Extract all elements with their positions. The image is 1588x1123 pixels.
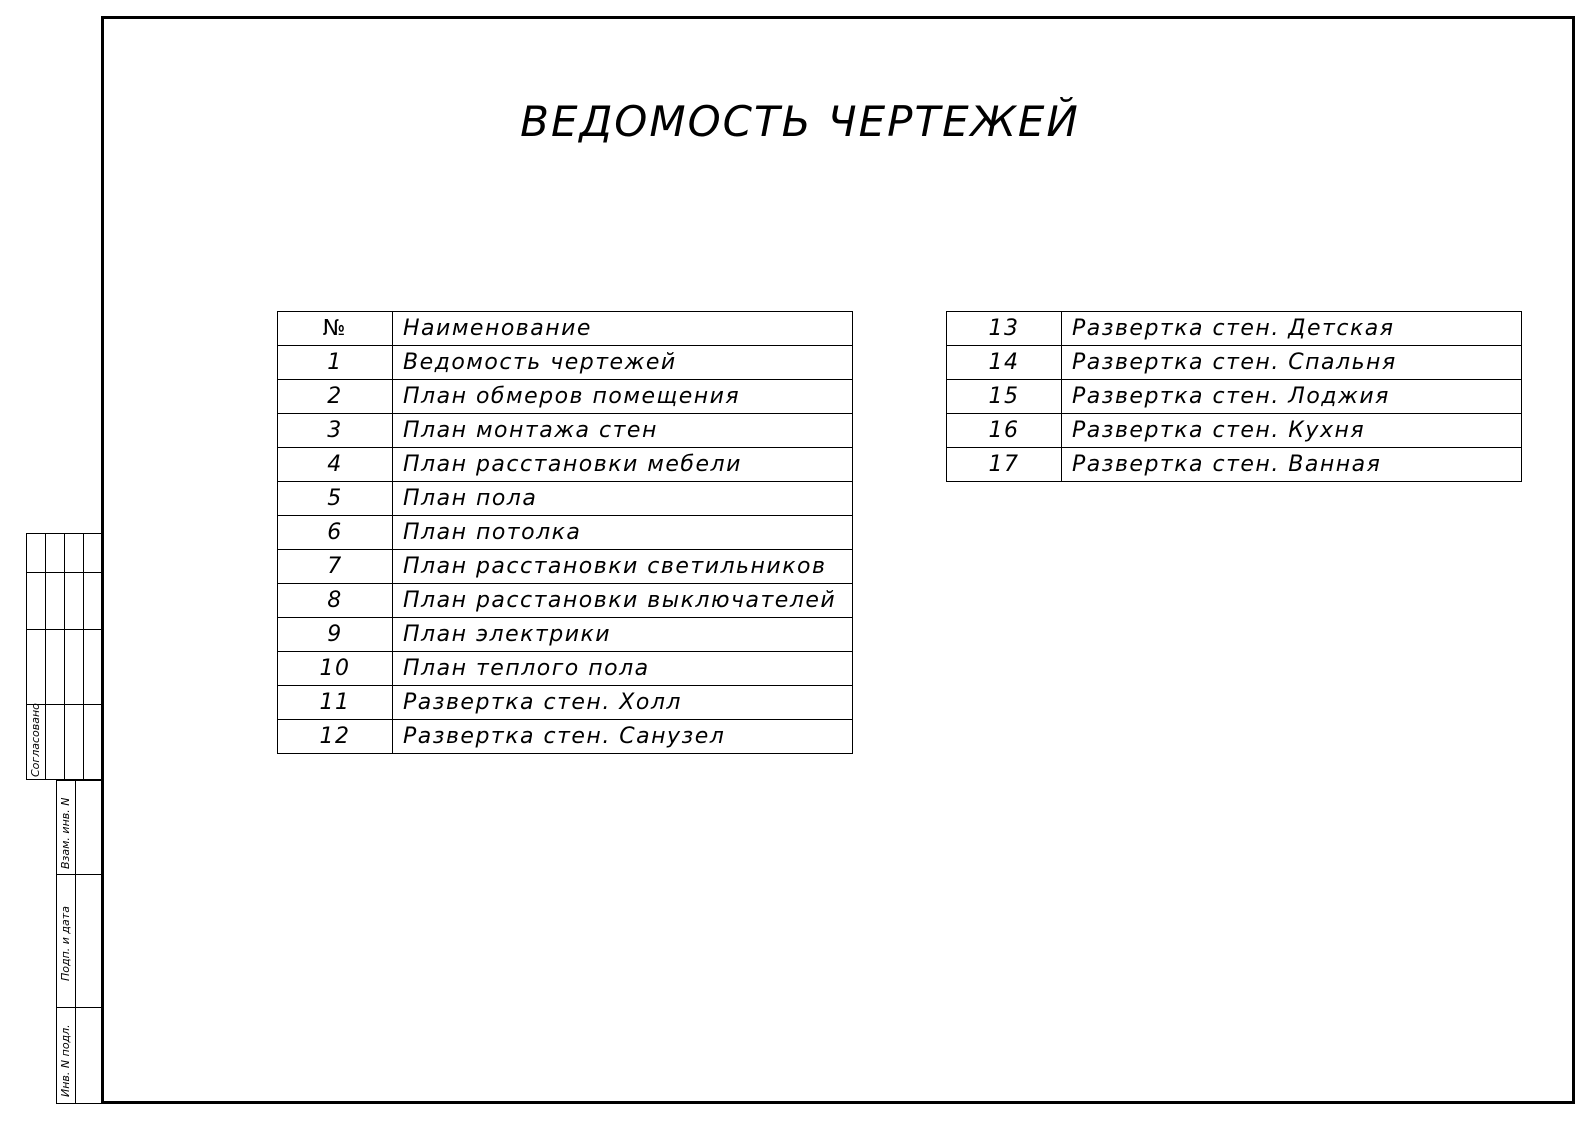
- row-name: План расстановки выключателей: [393, 584, 853, 618]
- stamp-divider: [83, 534, 84, 779]
- table-row: [947, 312, 1522, 346]
- row-number: 3: [278, 414, 393, 448]
- approval-stamp: [26, 533, 101, 780]
- table-row: [947, 380, 1522, 414]
- row-name: Развертка стен. Кухня: [1062, 414, 1522, 448]
- row-name: Развертка стен. Холл: [393, 686, 853, 720]
- table-row: [278, 550, 853, 584]
- table-row: [278, 346, 853, 380]
- table-header-row: [278, 312, 853, 346]
- page-title: ВЕДОМОСТЬ ЧЕРТЕЖЕЙ: [520, 97, 1080, 146]
- row-number: 7: [278, 550, 393, 584]
- table-row: [278, 652, 853, 686]
- row-number: 4: [278, 448, 393, 482]
- row-number: 5: [278, 482, 393, 516]
- stamp-divider: [45, 534, 46, 779]
- table-row: [278, 584, 853, 618]
- table-row: [278, 380, 853, 414]
- row-number: 1: [278, 346, 393, 380]
- row-name: План потолка: [393, 516, 853, 550]
- sign-date-label: Подп. и дата: [59, 906, 72, 981]
- stamp-divider: [27, 629, 101, 630]
- row-number: 10: [278, 652, 393, 686]
- table-row: [278, 482, 853, 516]
- stamp-divider: [64, 534, 65, 779]
- row-name: Ведомость чертежей: [393, 346, 853, 380]
- table-row: [278, 686, 853, 720]
- stamp-divider: [27, 572, 101, 573]
- row-name: Развертка стен. Детская: [1062, 312, 1522, 346]
- header-name: Наименование: [393, 312, 853, 346]
- row-number: 8: [278, 584, 393, 618]
- inv-replace-label: Взам. инв. N: [59, 797, 72, 869]
- row-name: План теплого пола: [393, 652, 853, 686]
- inventory-stamp: [56, 780, 101, 1104]
- row-number: 6: [278, 516, 393, 550]
- row-number: 15: [947, 380, 1062, 414]
- stamp-divider: [75, 781, 76, 1103]
- table-row: [278, 448, 853, 482]
- row-number: 13: [947, 312, 1062, 346]
- table-row: [947, 346, 1522, 380]
- inv-original-label: Инв. N подл.: [59, 1024, 72, 1097]
- row-name: План электрики: [393, 618, 853, 652]
- table-row: [947, 448, 1522, 482]
- row-name: План пола: [393, 482, 853, 516]
- row-name: Развертка стен. Спальня: [1062, 346, 1522, 380]
- table-row: [278, 414, 853, 448]
- table-row: [278, 516, 853, 550]
- row-name: План обмеров помещения: [393, 380, 853, 414]
- row-name: План расстановки светильников: [393, 550, 853, 584]
- agreed-label: Согласовано: [29, 703, 42, 777]
- row-number: 9: [278, 618, 393, 652]
- row-name: План монтажа стен: [393, 414, 853, 448]
- stamp-divider: [57, 874, 101, 875]
- row-name: Развертка стен. Санузел: [393, 720, 853, 754]
- table-row: [278, 720, 853, 754]
- row-number: 14: [947, 346, 1062, 380]
- row-name: Развертка стен. Лоджия: [1062, 380, 1522, 414]
- row-number: 11: [278, 686, 393, 720]
- row-number: 17: [947, 448, 1062, 482]
- table-row: [278, 618, 853, 652]
- drawings-table-right: [946, 311, 1522, 482]
- row-number: 2: [278, 380, 393, 414]
- header-number: №: [278, 312, 393, 346]
- row-number: 16: [947, 414, 1062, 448]
- drawings-table-left: [277, 311, 853, 754]
- row-name: Развертка стен. Ванная: [1062, 448, 1522, 482]
- stamp-divider: [57, 1007, 101, 1008]
- row-name: План расстановки мебели: [393, 448, 853, 482]
- row-number: 12: [278, 720, 393, 754]
- table-row: [947, 414, 1522, 448]
